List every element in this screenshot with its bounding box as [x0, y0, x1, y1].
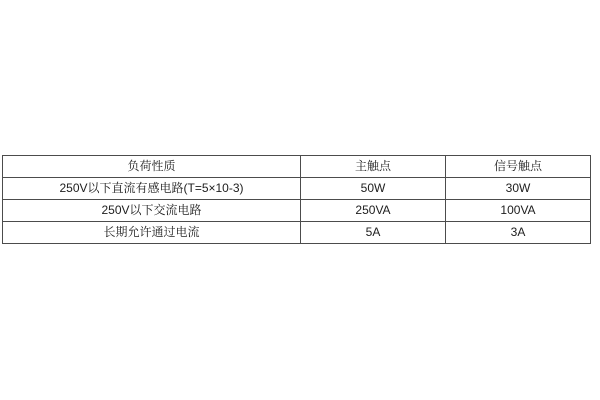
load-capacity-spec-table	[2, 155, 591, 244]
table-header-row	[3, 156, 591, 178]
table-row-continuous-current	[3, 222, 591, 244]
cell-signal-contact-value: 30W	[446, 178, 591, 200]
table-row-dc-inductive	[3, 178, 591, 200]
cell-main-contact-value: 5A	[301, 222, 446, 244]
cell-load-nature: 长期允许通过电流	[3, 222, 301, 244]
table-row-ac-circuit	[3, 200, 591, 222]
header-cell-load-nature: 负荷性质	[3, 156, 301, 178]
cell-load-nature: 250V以下直流有感电路(T=5×10-3)	[3, 178, 301, 200]
cell-main-contact-value: 50W	[301, 178, 446, 200]
cell-load-nature: 250V以下交流电路	[3, 200, 301, 222]
cell-signal-contact-value: 3A	[446, 222, 591, 244]
header-cell-main-contact: 主触点	[301, 156, 446, 178]
cell-main-contact-value: 250VA	[301, 200, 446, 222]
cell-signal-contact-value: 100VA	[446, 200, 591, 222]
header-cell-signal-contact: 信号触点	[446, 156, 591, 178]
